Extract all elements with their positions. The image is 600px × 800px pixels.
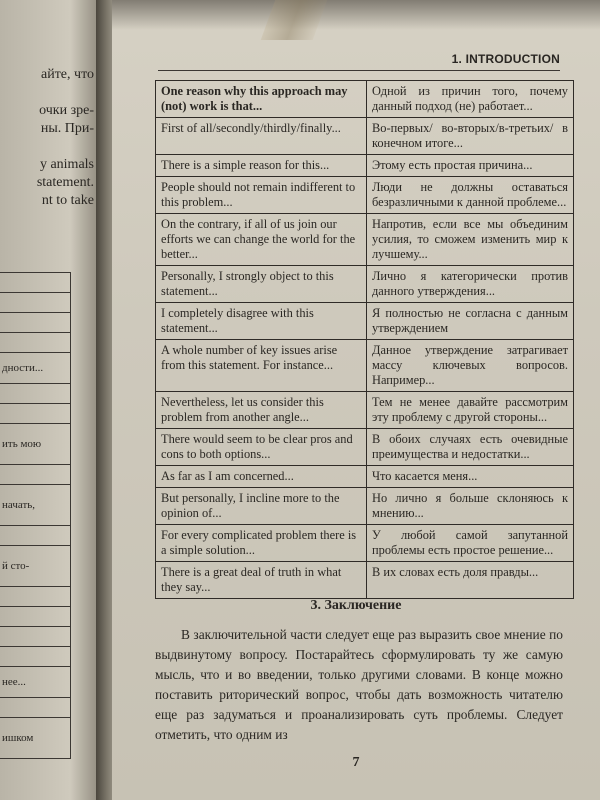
russian-translation: Этому есть простая причина...	[367, 155, 574, 177]
running-header: 1. INTRODUCTION	[158, 52, 560, 71]
russian-translation: Данное утверждение затрагивает массу ключевых вопросов. Например...	[367, 340, 574, 392]
russian-translation: Что касается меня...	[367, 466, 574, 488]
english-phrase: A whole number of key issues arise from this statement. For instance...	[156, 340, 367, 392]
table-row	[156, 466, 574, 488]
left-table-cell	[0, 313, 70, 333]
left-table-cell: й сто-	[0, 546, 70, 587]
table-row	[156, 214, 574, 266]
russian-translation: Я полностью не согласна с данным утверждением	[367, 303, 574, 340]
table-row	[156, 118, 574, 155]
table-row	[156, 177, 574, 214]
english-phrase: There is a great deal of truth in what they say...	[156, 562, 367, 599]
english-phrase: There would seem to be clear pros and cons to both options...	[156, 429, 367, 466]
left-table-cell	[0, 698, 70, 718]
left-table-cell	[0, 526, 70, 546]
left-page-text	[0, 0, 100, 260]
english-phrase: People should not remain indifferent to this problem...	[156, 177, 367, 214]
section-paragraph: В заключительной части следует еще раз выразить свое мнение по выдвинутому вопросу. Постарайтесь сформулировать ту же самую мысль, что и во введении, только другими словами. В конце можно поставить риторический вопрос, чтобы дать возможность читателю еще раз задуматься и проанализировать суть проблемы. Следует отметить, что одним из	[155, 627, 563, 742]
left-page-line: очки зре-	[39, 103, 94, 118]
left-table-cell: дности...	[0, 353, 70, 384]
left-table-cell	[0, 384, 70, 404]
russian-translation: У любой самой запутанной проблемы есть простое решение...	[367, 525, 574, 562]
left-table-cell	[0, 647, 70, 667]
left-facing-page	[0, 0, 100, 800]
left-table-cell	[0, 587, 70, 607]
table-row	[156, 303, 574, 340]
left-page-table	[0, 272, 71, 759]
left-table-cell: начать,	[0, 485, 70, 526]
left-table-cell	[0, 465, 70, 485]
table-row	[156, 488, 574, 525]
russian-translation: Напротив, если все мы объединим усилия, то сможем изменить мир к лучшему...	[367, 214, 574, 266]
left-page-line: ны. При-	[40, 121, 94, 136]
left-table-cell: ишком	[0, 718, 70, 759]
russian-translation: Но лично я больше склоняюсь к мнению...	[367, 488, 574, 525]
english-phrase: But personally, I incline more to the opinion of...	[156, 488, 367, 525]
table-row	[156, 340, 574, 392]
left-table-cell	[0, 333, 70, 353]
russian-translation: Лично я категорически против данного утверждения...	[367, 266, 574, 303]
left-table-cell	[0, 627, 70, 647]
left-table-cell	[0, 273, 70, 293]
page-shadow	[112, 0, 600, 30]
left-table-cell: ить мою	[0, 424, 70, 465]
english-phrase: Personally, I strongly object to this statement...	[156, 266, 367, 303]
table-row	[156, 155, 574, 177]
left-table-cell	[0, 293, 70, 313]
left-page-line: y animals	[39, 157, 94, 172]
english-phrase: On the contrary, if all of us join our efforts we can change the world for the better...	[156, 214, 367, 266]
left-page-line: nt to take	[41, 193, 94, 208]
table-row	[156, 81, 574, 118]
table-row	[156, 525, 574, 562]
english-phrase: As far as I am concerned...	[156, 466, 367, 488]
russian-translation: Во-первых/ во-вторых/в-третьих/ в конечном итоге...	[367, 118, 574, 155]
left-table-cell	[0, 607, 70, 627]
page-number: 7	[352, 755, 360, 770]
section-title: 3. Заключение	[310, 598, 402, 613]
russian-translation: Тем не менее давайте рассмотрим эту проблему с другой стороны...	[367, 392, 574, 429]
english-phrase: For every complicated problem there is a simple solution...	[156, 525, 367, 562]
russian-translation: Люди не должны оставаться безразличными к данной проблеме...	[367, 177, 574, 214]
english-phrase: Nevertheless, let us consider this problem from another angle...	[156, 392, 367, 429]
russian-translation: Одной из причин того, почему данный подход (не) работает...	[367, 81, 574, 118]
russian-translation: В их словах есть доля правды...	[367, 562, 574, 599]
left-table-cell: нее...	[0, 667, 70, 698]
english-phrase: One reason why this approach may (not) work is that...	[156, 81, 367, 118]
left-table-cell	[0, 404, 70, 424]
table-row	[156, 429, 574, 466]
left-page-line: айте, что	[40, 67, 94, 82]
left-page-line: statement.	[36, 175, 94, 190]
english-phrase: There is a simple reason for this...	[156, 155, 367, 177]
english-phrase: I completely disagree with this statement...	[156, 303, 367, 340]
russian-translation: В обоих случаях есть очевидные преимущества и недостатки...	[367, 429, 574, 466]
phrase-table	[155, 80, 574, 599]
table-row	[156, 562, 574, 599]
table-row	[156, 266, 574, 303]
table-row	[156, 392, 574, 429]
english-phrase: First of all/secondly/thirdly/finally...	[156, 118, 367, 155]
